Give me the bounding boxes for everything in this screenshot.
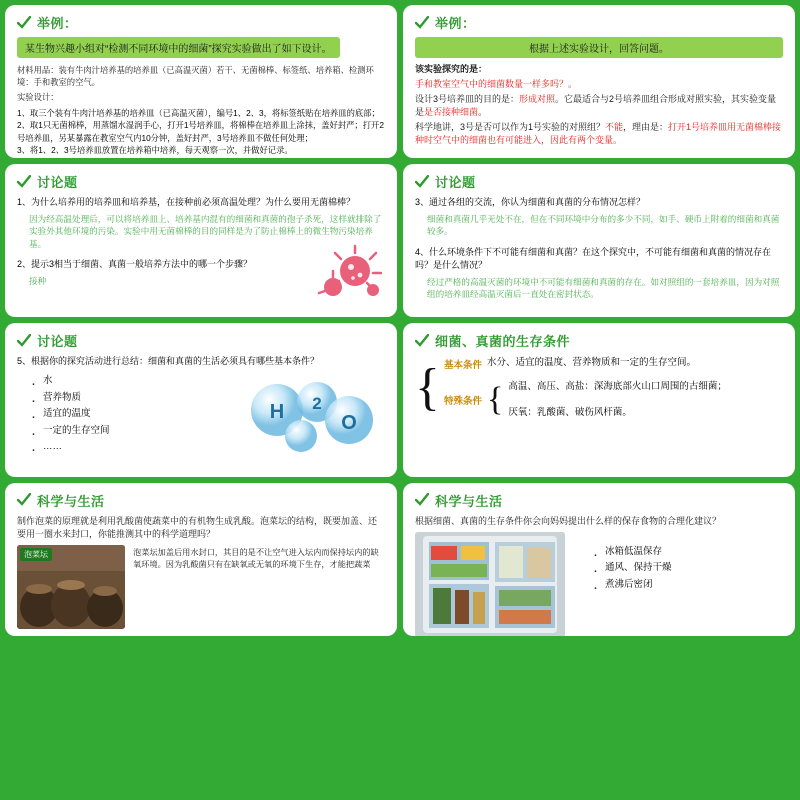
question-4: 4、什么环境条件下不可能有细菌和真菌？在这个探究中，不可能有细菌和真菌的情况存在吗？是什么情况？ <box>415 246 772 271</box>
answer-3a: 不能 <box>605 122 624 133</box>
special-condition-row <box>444 380 783 421</box>
special-condition-2: 厌氧：乳酸菌、破伤风杆菌。 <box>508 406 632 418</box>
question-3-text: 科学地讲，3号是否可以作为1号实验的对照组？ <box>415 122 606 133</box>
step-item: 1、取三个装有牛肉汁培养基的培养皿（已高温灭菌），编号1、2、3，将标签纸贴在培养皿的底部； <box>17 107 380 118</box>
slide-discussion-1 <box>5 164 397 317</box>
virus-illustration <box>315 241 387 305</box>
question-2-text: 设计3号培养皿的目的是： <box>415 94 520 105</box>
check-icon <box>17 16 31 30</box>
page-title: 科学与生活 <box>37 493 105 509</box>
slide-title-bar <box>415 331 783 350</box>
check-icon <box>17 175 31 189</box>
steps-heading: 实验设计： <box>17 92 59 103</box>
brace-icon: { <box>415 359 440 417</box>
water-drop-illustration <box>239 368 389 463</box>
svg-text:H: H <box>269 400 285 423</box>
list-item: · 适宜的温度 <box>31 406 385 423</box>
basic-condition-label: 基本条件 <box>443 359 482 371</box>
slide-title-bar <box>415 491 783 510</box>
slide-discussion-2 <box>403 164 795 317</box>
check-icon <box>415 493 429 507</box>
slide-title-bar <box>17 331 385 350</box>
basic-condition-text: 水分、适宜的温度、营养物质和一定的生存空间。 <box>486 357 696 369</box>
answer-2b: 是否接种细菌 <box>424 107 479 118</box>
page-title: 讨论题 <box>37 334 78 350</box>
slide-design <box>5 5 397 158</box>
list-item: · 冰箱低温保存 <box>593 544 672 561</box>
question-5: 5、根据你的探究活动进行总结：细菌和真菌的生活必须具有哪些基本条件？ <box>17 356 320 367</box>
answer-1: 手和教室空气中的细菌数量一样多吗？。 <box>415 79 578 90</box>
image-and-answer <box>17 545 385 629</box>
question-text: 制作泡菜的原理就是利用乳酸菌使蔬菜中的有机物生成乳酸。泡菜坛的结构，既要加盖、还要用一圈水来封口，你能推测其中的科学道理吗？ <box>17 515 378 539</box>
question-1: 1、为什么培养用的培养皿和培养基，在接种前必须高温处理？为什么要用无菌棉棒？ <box>17 197 356 208</box>
slide-answers <box>403 5 795 158</box>
image-and-list <box>415 532 783 636</box>
slide-title-bar <box>415 172 783 191</box>
slide-discussion-3 <box>5 323 397 476</box>
slide-survival-conditions <box>403 323 795 476</box>
page-title: 举例： <box>435 16 476 31</box>
question-text: 根据细菌、真菌的生存条件你会向妈妈提出什么样的保存食物的合理化建议？ <box>415 515 722 526</box>
check-icon <box>17 493 31 507</box>
pickle-jar-image <box>17 545 125 629</box>
materials-text: 材料用品：装有牛肉汁培养基的培养皿（已高温灭菌）若干、无菌棉棒、标签纸、培养箱、检测环境：手和教室的空气。 <box>17 65 374 87</box>
question-3 <box>415 121 783 147</box>
answer-3: 细菌和真菌几乎无处不在，但在不同环境中分布的多少不同，如手、硬币上附着的细菌和真菌较多。 <box>427 213 780 237</box>
step-item: 2、取1只无菌棉棒，用蒸馏水湿润手心，打开1号培养皿，将棉棒在培养皿上涂抹，盖好封严；打开2号培养皿，另某暴露在教室空气内10分钟，盖好封严，3号培养皿不做任何处理； <box>17 120 384 143</box>
basic-condition-row <box>444 356 783 370</box>
page-title: 科学与生活 <box>435 493 503 509</box>
question-2-end: 。 <box>478 107 488 118</box>
question-1: 该实验探究的是： <box>415 64 488 74</box>
slide-science-life-1 <box>5 483 397 636</box>
conditions-brace-group <box>415 356 783 420</box>
image-tag: 泡菜坛 <box>20 548 52 561</box>
design-banner: 某生物兴趣小组对“检测不同环境中的细菌”探究实验做出了如下设计。 <box>17 37 340 58</box>
answer-text: 泡菜坛加盖后用水封口，其目的是不让空气进入坛内而保持坛内的缺氧环境。因为乳酸菌只有在缺氧或无氧的环境下生存，才能把蔬菜 <box>133 547 379 569</box>
special-condition-label: 特殊条件 <box>443 395 482 407</box>
slide-science-life-2 <box>403 483 795 636</box>
slide-title-bar <box>17 172 385 191</box>
list-item: · …… <box>31 439 385 456</box>
steps-list <box>17 107 385 157</box>
page-title: 讨论题 <box>435 175 476 191</box>
page-title: 讨论题 <box>37 175 78 191</box>
list-item: · 营养物质 <box>31 390 385 407</box>
answer-4: 经过严格的高温灭菌的环境中不可能有细菌和真菌的存在。如对照组的一套培养皿，因为对照组的培养皿经高温灭菌后一直处在密封状态。 <box>427 276 780 300</box>
svg-text:2: 2 <box>312 393 322 413</box>
question-3: 3、通过各组的交流，你认为细菌和真菌的分布情况怎样？ <box>415 197 646 208</box>
page-title: 举例： <box>37 16 78 31</box>
answer-2a: 形成对照 <box>519 94 556 105</box>
list-item: · 煮沸后密闭 <box>593 577 672 594</box>
list-item: · 一定的生存空间 <box>31 423 385 440</box>
answers-banner: 根据上述实验设计，回答问题。 <box>415 37 783 58</box>
slide-title-bar <box>17 491 385 510</box>
slide-title-bar <box>415 13 783 32</box>
page-title: 细菌、真菌的生存条件 <box>435 334 571 350</box>
svg-text:O: O <box>341 411 357 434</box>
storage-advice-list <box>573 544 672 636</box>
slide-title-bar <box>17 13 385 32</box>
list-item: · 水 <box>31 373 385 390</box>
refrigerator-image <box>415 532 565 636</box>
check-icon <box>17 334 31 348</box>
check-icon <box>415 334 429 348</box>
question-2 <box>415 93 783 119</box>
question-2-tail: 。它最适合与2号培养皿组合形成对照实验，其实验变量是 <box>415 94 777 118</box>
step-item: 3、将1、2、3号培养皿放置在培养箱中培养，每天观察一次，并做好记录。 <box>17 145 293 156</box>
special-condition-1: 高温、高压、高盐：深海底部火山口周围的古细菌； <box>508 380 727 392</box>
check-icon <box>415 16 429 30</box>
list-item: · 通风、保持干燥 <box>593 560 672 577</box>
answer-2: 接种 <box>29 275 47 286</box>
answer-1: 因为经高温处理后，可以将培养皿上、培养基内混有的细菌和真菌的孢子杀死，这样就排除了实验外其他环境的污染。实验中用无菌棉棒的目的同样是为了防止棉棒上的微生物污染培养基。 <box>29 213 382 249</box>
brace-icon-inner: { <box>486 381 504 419</box>
answer-3b: 打开1号培养皿用无菌棉棒接种时空气中的细菌也有可能进入，因此有两个变量。 <box>415 122 782 146</box>
question-2: 2、提示3相当于细菌、真菌一般培养方法中的哪一个步骤？ <box>17 259 253 270</box>
check-icon <box>415 175 429 189</box>
question-3-mid: ，理由是： <box>623 122 669 133</box>
